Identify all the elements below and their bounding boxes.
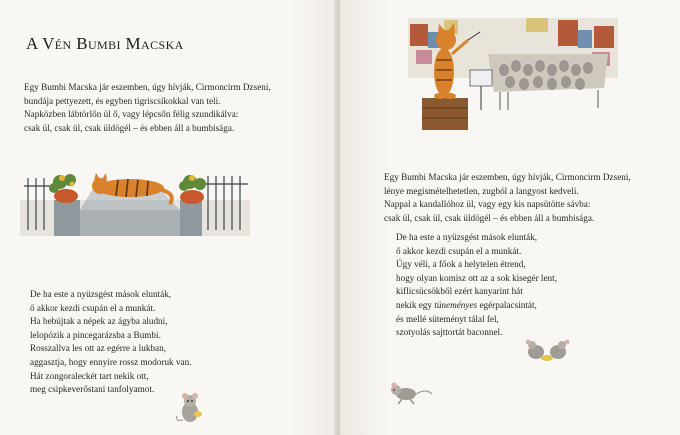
verse-line: ő akkor kezdi csupán el a munkát. [396, 245, 522, 256]
verse-line: Nappal a kandallóhoz ül, vagy egy kis napsütötte sávba: [384, 199, 591, 210]
verse-line: lénye megismételhetetlen, zugból a langyost kedveli. [384, 185, 579, 196]
verse-line: szotyolás sajttortát baconnel. [396, 327, 503, 338]
verse-line: aggasztja, hogy ennyire rossz modoruk van. [30, 356, 192, 367]
right-stanza-2 [396, 231, 557, 340]
verse-line: meg csipkeverőstani tanfolyamot. [30, 384, 155, 395]
cat-conducting-mice-orchestra-illustration [408, 10, 618, 138]
mice-pair-illustration [522, 338, 574, 362]
verse-line: bundája pettyezett, és egyben tigriscsíkokkal van teli. [24, 95, 221, 106]
verse-line: ő akkor kezdi csupán el a munkát. [30, 302, 156, 313]
left-page [0, 0, 338, 435]
verse-line: csak ül, csak ül, csak üldögél – és ebben áll a bumbisága. [24, 122, 235, 133]
verse-line: csak ül, csak ül, csak üldögél – és ebben áll a bumbisága. [384, 212, 595, 223]
verse-line: Egy Bumbi Macska jár eszemben, úgy hívják, Cirmoncirm Dzseni, [24, 82, 271, 92]
right-stanza-1 [384, 171, 631, 225]
cat-on-steps-illustration [20, 170, 250, 236]
left-stanza-1 [24, 81, 271, 135]
verse-line: Napközben lábtörlőn ül ő, vagy lépcsőn félig szundikálva: [24, 109, 239, 120]
verse-line: Úgy véli, a főok a helytelen étrend, [396, 259, 526, 270]
verse-line: Ha bebújtak a népek az ágyba aludni, [30, 316, 168, 327]
verse-line: lelopózik a pincegarázsba a Bumbi. [30, 329, 161, 340]
verse-line: Rosszallva les ott az egérre a lukban, [30, 343, 166, 354]
verse-line: De ha este a nyüzsgést mások elunták, [30, 289, 172, 299]
verse-line: nekik egy tüneményes egérpalacsintát, [396, 299, 537, 310]
left-stanza-2 [30, 288, 192, 397]
emphasized-word: tüneményes [434, 299, 478, 310]
verse-line: kiflicsücsökből ezért kanyarint hát [396, 286, 523, 297]
mouse-illustration [173, 392, 207, 424]
verse-line: hogy olyan komisz ott az a sok kisegér lent, [396, 272, 558, 283]
verse-line: De ha este a nyüzsgést mások elunták, [396, 232, 538, 242]
verse-line: Hát zongoraleckét tart nekik ott, [30, 370, 149, 381]
verse-line: és mellé süteményt tálal fel, [396, 313, 499, 324]
verse-line: Egy Bumbi Macska jár eszemben, úgy hívják, Cirmoncirm Dzseni, [384, 172, 631, 182]
page-title: A Vén Bumbi Macska [26, 34, 184, 53]
running-mouse-illustration [384, 382, 434, 406]
